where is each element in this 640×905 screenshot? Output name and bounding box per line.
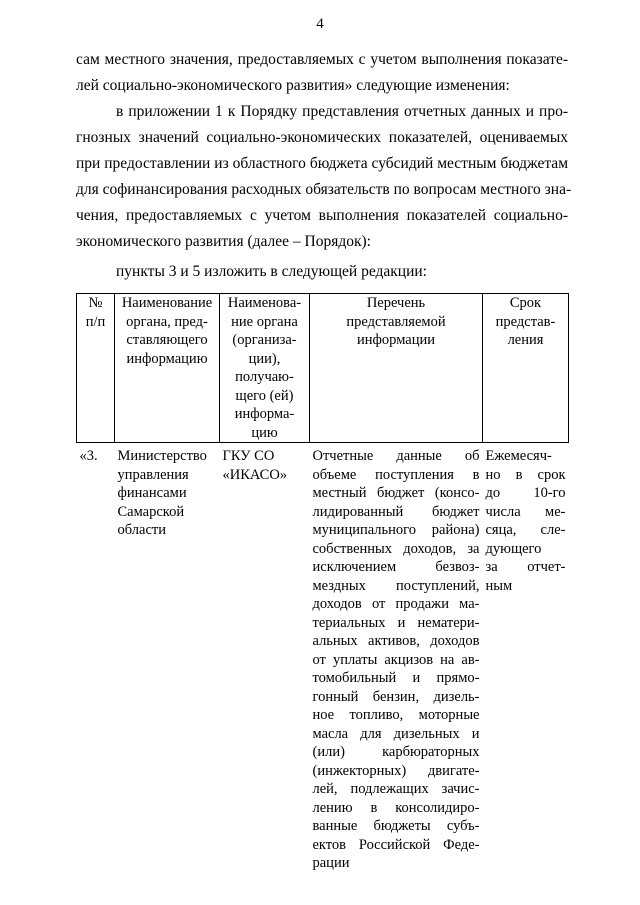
table-row [77,443,569,873]
table-header-row [77,294,569,443]
page-number: 4 [316,16,324,32]
row-receiver: ГКУ СО «ИКАСО» [222,448,288,483]
header-deadline: Срок представ- ления [483,294,569,443]
text-line: при предоставлении из областного бюджета субсидий местным бюджетам [76,155,568,172]
text-line: в приложении 1 к Порядку представления отчетных данных и про- [116,103,568,120]
text-line: лей социально-экономического развития» следующие изменения: [76,77,510,94]
intro-paragraph [76,47,568,99]
text-line: чения, предоставляемых с учетом выполнения показателей социально- [76,207,568,224]
appendix-paragraph [76,99,572,255]
text-line: для софинансирования расходных обязательств по вопросам местного зна- [76,181,572,198]
row-number: «3. [79,448,98,464]
text-line: гнозных значений социально-экономических показателей, оцениваемых [76,129,568,146]
items-line-paragraph [76,259,568,285]
header-num: № п/п [77,294,115,443]
row-provider: Министерство управления финансами Самарской области [117,448,207,538]
header-receiver: Наименова- ние органа (организа- ции), получаю- щего (ей) информа- цию [220,294,310,443]
text-line: сам местного значения, предоставляемых с учетом выполнения показате- [76,51,568,68]
header-info: Перечень представляемой информации [310,294,483,443]
header-provider: Наименование органа, пред- ставляющего информацию [115,294,220,443]
row-deadline: Ежемесяч- но в срок до 10-го числа ме- сяца, сле- дующего за отчет- ным [485,448,566,594]
items-line: пункты 3 и 5 изложить в следующей редакции: [116,263,427,280]
text-line: экономического развития (далее – Порядок): [76,233,371,250]
requirements-table [76,293,569,873]
row-info: Отчетные данные об объеме поступления в местный бюджет (консо- лидированный бюджет муниципального района) собственных доходов, за исключением безвоз- мездных поступлений, доходов от продажи ма- териальных и нематери- альных активов, доходов от уплаты акцизов на ав- томобильный и прямо- гонный бензин, дизель- ное топливо, моторные масла для дизельных и (или) карбюраторных (инжекторных) двигате- лей, подлежащих зачис- лению в консолидиро- ванные бюджеты субъ- ектов Российской Феде- рации [312,448,480,871]
